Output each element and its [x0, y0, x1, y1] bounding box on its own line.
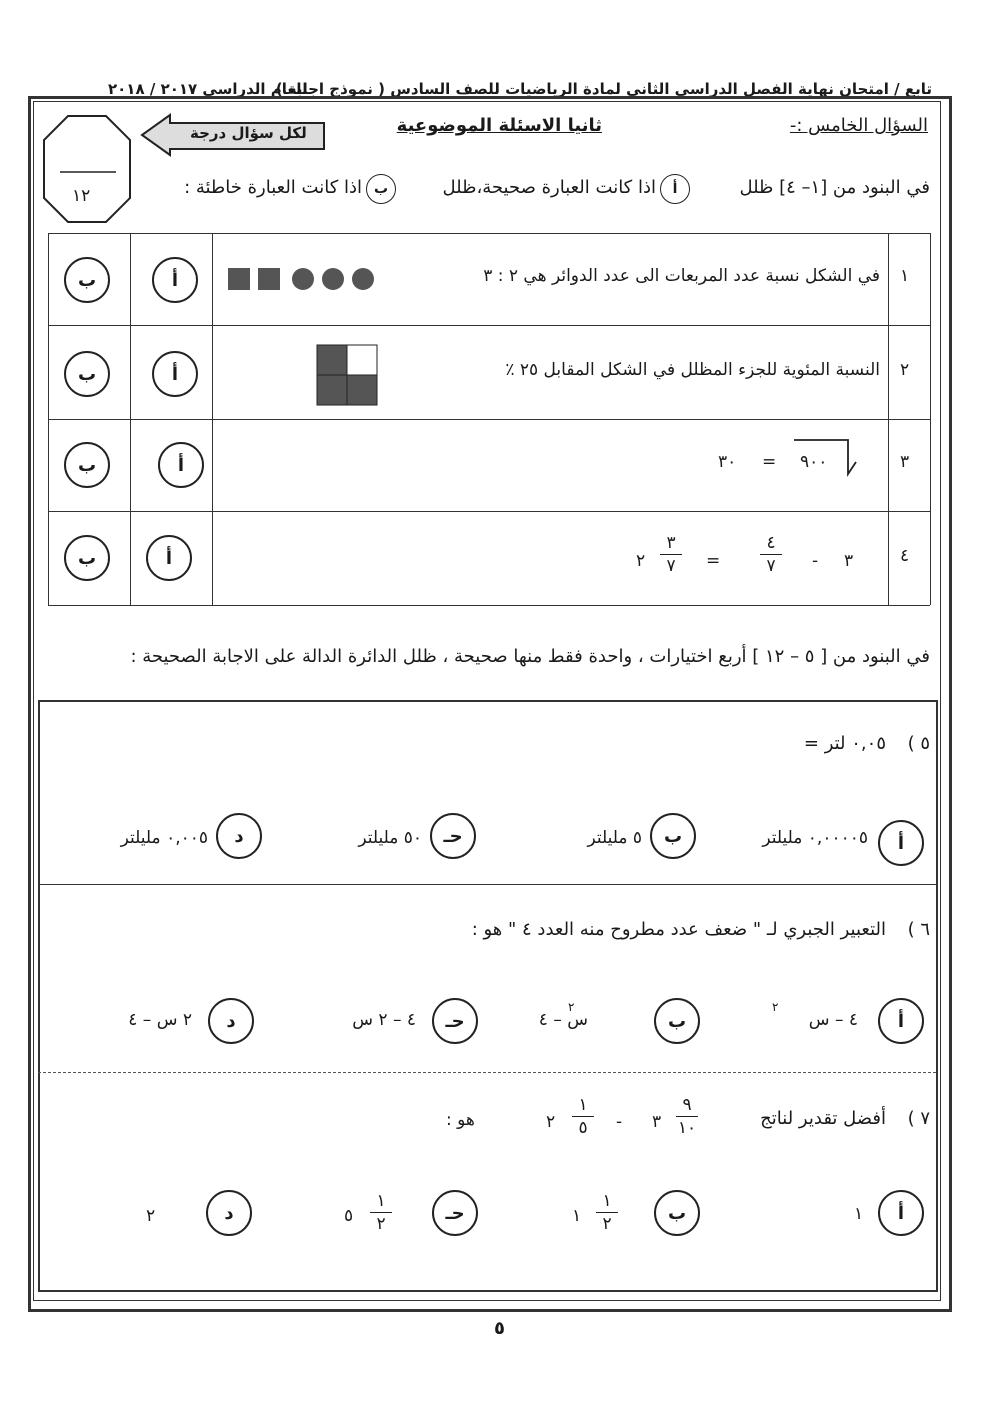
mc-option-b[interactable]: ب — [654, 998, 700, 1044]
root-result: ٣٠ — [718, 452, 737, 472]
tf-item-number: ١ — [900, 266, 910, 286]
fraction-denominator: ٢ — [602, 1214, 612, 1234]
mc-option-b-text: ٥ مليلتر — [587, 828, 642, 848]
mc-question: ٠,٠٥ لتر = — [803, 733, 886, 754]
tf-option-b[interactable]: ب — [64, 257, 110, 303]
fraction — [596, 1190, 618, 1235]
whole-number: ٣ — [844, 551, 854, 571]
fraction — [760, 532, 782, 577]
fraction-numerator: ٣ — [666, 533, 676, 553]
tf-instruction-part3: اذا كانت العبارة خاطئة : — [184, 177, 362, 198]
fraction-denominator: ٢ — [376, 1214, 386, 1234]
fraction-denominator: ١٠ — [677, 1118, 697, 1138]
tf-item-number: ٣ — [900, 452, 910, 472]
fraction-denominator: ٧ — [666, 556, 676, 576]
mc-option-d[interactable]: د — [206, 1190, 252, 1236]
fraction — [572, 1094, 594, 1139]
divider — [38, 1072, 936, 1073]
mc-option-a[interactable]: أ — [878, 820, 924, 866]
tf-option-b[interactable]: ب — [64, 442, 110, 488]
tf-option-b[interactable]: ب — [64, 535, 110, 581]
fraction-numerator: ٩ — [682, 1095, 692, 1115]
divider — [38, 884, 936, 885]
minus-sign: - — [616, 1112, 623, 1132]
figure-square — [258, 268, 280, 290]
mc-question: التعبير الجبري لـ " ضعف عدد مطروح منه العدد ٤ " هو : — [471, 919, 886, 940]
mc-option-a-text: ٠,٠٠٠٠٥ مليلتر — [762, 828, 868, 848]
root-dividend: ٩٠٠ — [800, 452, 828, 472]
mc-option-c-text: ٥ — [344, 1206, 354, 1226]
tf-option-a[interactable]: أ — [146, 535, 192, 581]
tf-instruction-part2: اذا كانت العبارة صحيحة،ظلل — [442, 177, 656, 198]
mc-option-b-text: ١ — [572, 1206, 582, 1226]
instruction-choice-b: ب — [366, 174, 396, 204]
whole-number: ٢ — [546, 1112, 556, 1132]
mc-option-c-text: ٥٠ مليلتر — [358, 828, 422, 848]
equals-sign: = — [706, 551, 721, 571]
fraction-numerator: ٤ — [766, 533, 776, 553]
exponent: ٢ — [568, 1000, 575, 1014]
tf-item-text: النسبة المئوية للجزء المظلل في الشكل المقابل ٢٥ ٪ — [505, 360, 880, 380]
figure-circle — [322, 268, 344, 290]
mc-option-c[interactable]: حـ — [432, 998, 478, 1044]
whole-number: ٢ — [636, 551, 646, 571]
fraction-numerator: ١ — [376, 1191, 386, 1211]
score-total: ١٢ — [72, 186, 91, 206]
exam-title: تابع / امتحان نهاية الفصل الدراسي الثاني لمادة الرياضيات للصف السادس ( نموذج اجابة ) — [275, 80, 932, 98]
equals-sign: = — [762, 452, 777, 472]
fraction-denominator: ٧ — [766, 556, 776, 576]
mc-option-d-text: ٢ س – ٤ — [128, 1010, 192, 1030]
fraction-numerator: ١ — [602, 1191, 612, 1211]
mc-option-a[interactable]: أ — [878, 1190, 924, 1236]
question-end: هو : — [446, 1110, 475, 1130]
fraction-denominator: ٥ — [578, 1118, 588, 1138]
figure-circle — [292, 268, 314, 290]
tf-option-a[interactable]: أ — [158, 442, 204, 488]
mc-option-c-text: ٤ – ٢ س — [352, 1010, 416, 1030]
tf-item-number: ٢ — [900, 360, 910, 380]
page-number: ٥ — [494, 1318, 505, 1339]
tf-item-text: في الشكل نسبة عدد المربعات الى عدد الدوائر هي ٢ : ٣ — [483, 266, 880, 286]
shaded-square-figure — [316, 344, 378, 406]
figure-circle — [352, 268, 374, 290]
mc-instruction: في البنود من [ ٥ – ١٢ ] أربع اختيارات ، واحدة فقط منها صحيحة ، ظلل الدائرة الدالة على الاجابة الصحيحة : — [130, 646, 930, 667]
mc-option-d-text: ٠,٠٠٥ مليلتر — [120, 828, 208, 848]
tf-instruction-part1: في البنود من [١– ٤] ظلل — [739, 177, 930, 198]
whole-number: ٣ — [652, 1112, 662, 1132]
mc-option-a[interactable]: أ — [878, 998, 924, 1044]
tf-option-a[interactable]: أ — [152, 351, 198, 397]
academic-year: للعام الدراسي ٢٠١٧ / ٢٠١٨ — [108, 80, 308, 98]
mc-option-d-text: ٢ — [146, 1206, 156, 1226]
mc-option-b-text: س – ٤ — [538, 1010, 588, 1030]
mc-option-c[interactable]: حـ — [430, 813, 476, 859]
mc-option-a-text: ١ — [854, 1204, 864, 1224]
mc-question: أفضل تقدير لناتج — [760, 1108, 886, 1129]
minus-sign: - — [812, 551, 819, 571]
question-label: السؤال الخامس :- — [789, 115, 928, 136]
mc-option-d[interactable]: د — [208, 998, 254, 1044]
mc-item-number: ٥ ) — [907, 733, 930, 754]
tf-item-number: ٤ — [900, 546, 910, 566]
grade-note: لكل سؤال درجة — [190, 124, 307, 142]
mc-option-c[interactable]: حـ — [432, 1190, 478, 1236]
mc-option-b[interactable]: ب — [650, 813, 696, 859]
mc-option-a-text: ٤ – س — [808, 1010, 858, 1030]
exponent: ٢ — [772, 1000, 779, 1014]
fraction-numerator: ١ — [578, 1095, 588, 1115]
tf-option-b[interactable]: ب — [64, 351, 110, 397]
mc-option-d[interactable]: د — [216, 813, 262, 859]
mc-item-number: ٧ ) — [907, 1108, 930, 1129]
figure-square — [228, 268, 250, 290]
score-box — [42, 114, 132, 224]
mc-option-b[interactable]: ب — [654, 1190, 700, 1236]
section-title: ثانيا الاسئلة الموضوعية — [396, 115, 602, 136]
tf-option-a[interactable]: أ — [152, 257, 198, 303]
fraction — [660, 532, 682, 577]
fraction — [370, 1190, 392, 1235]
mc-item-number: ٦ ) — [907, 919, 930, 940]
fraction — [676, 1094, 698, 1139]
mc-box — [38, 700, 938, 1292]
instruction-choice-a: أ — [660, 174, 690, 204]
